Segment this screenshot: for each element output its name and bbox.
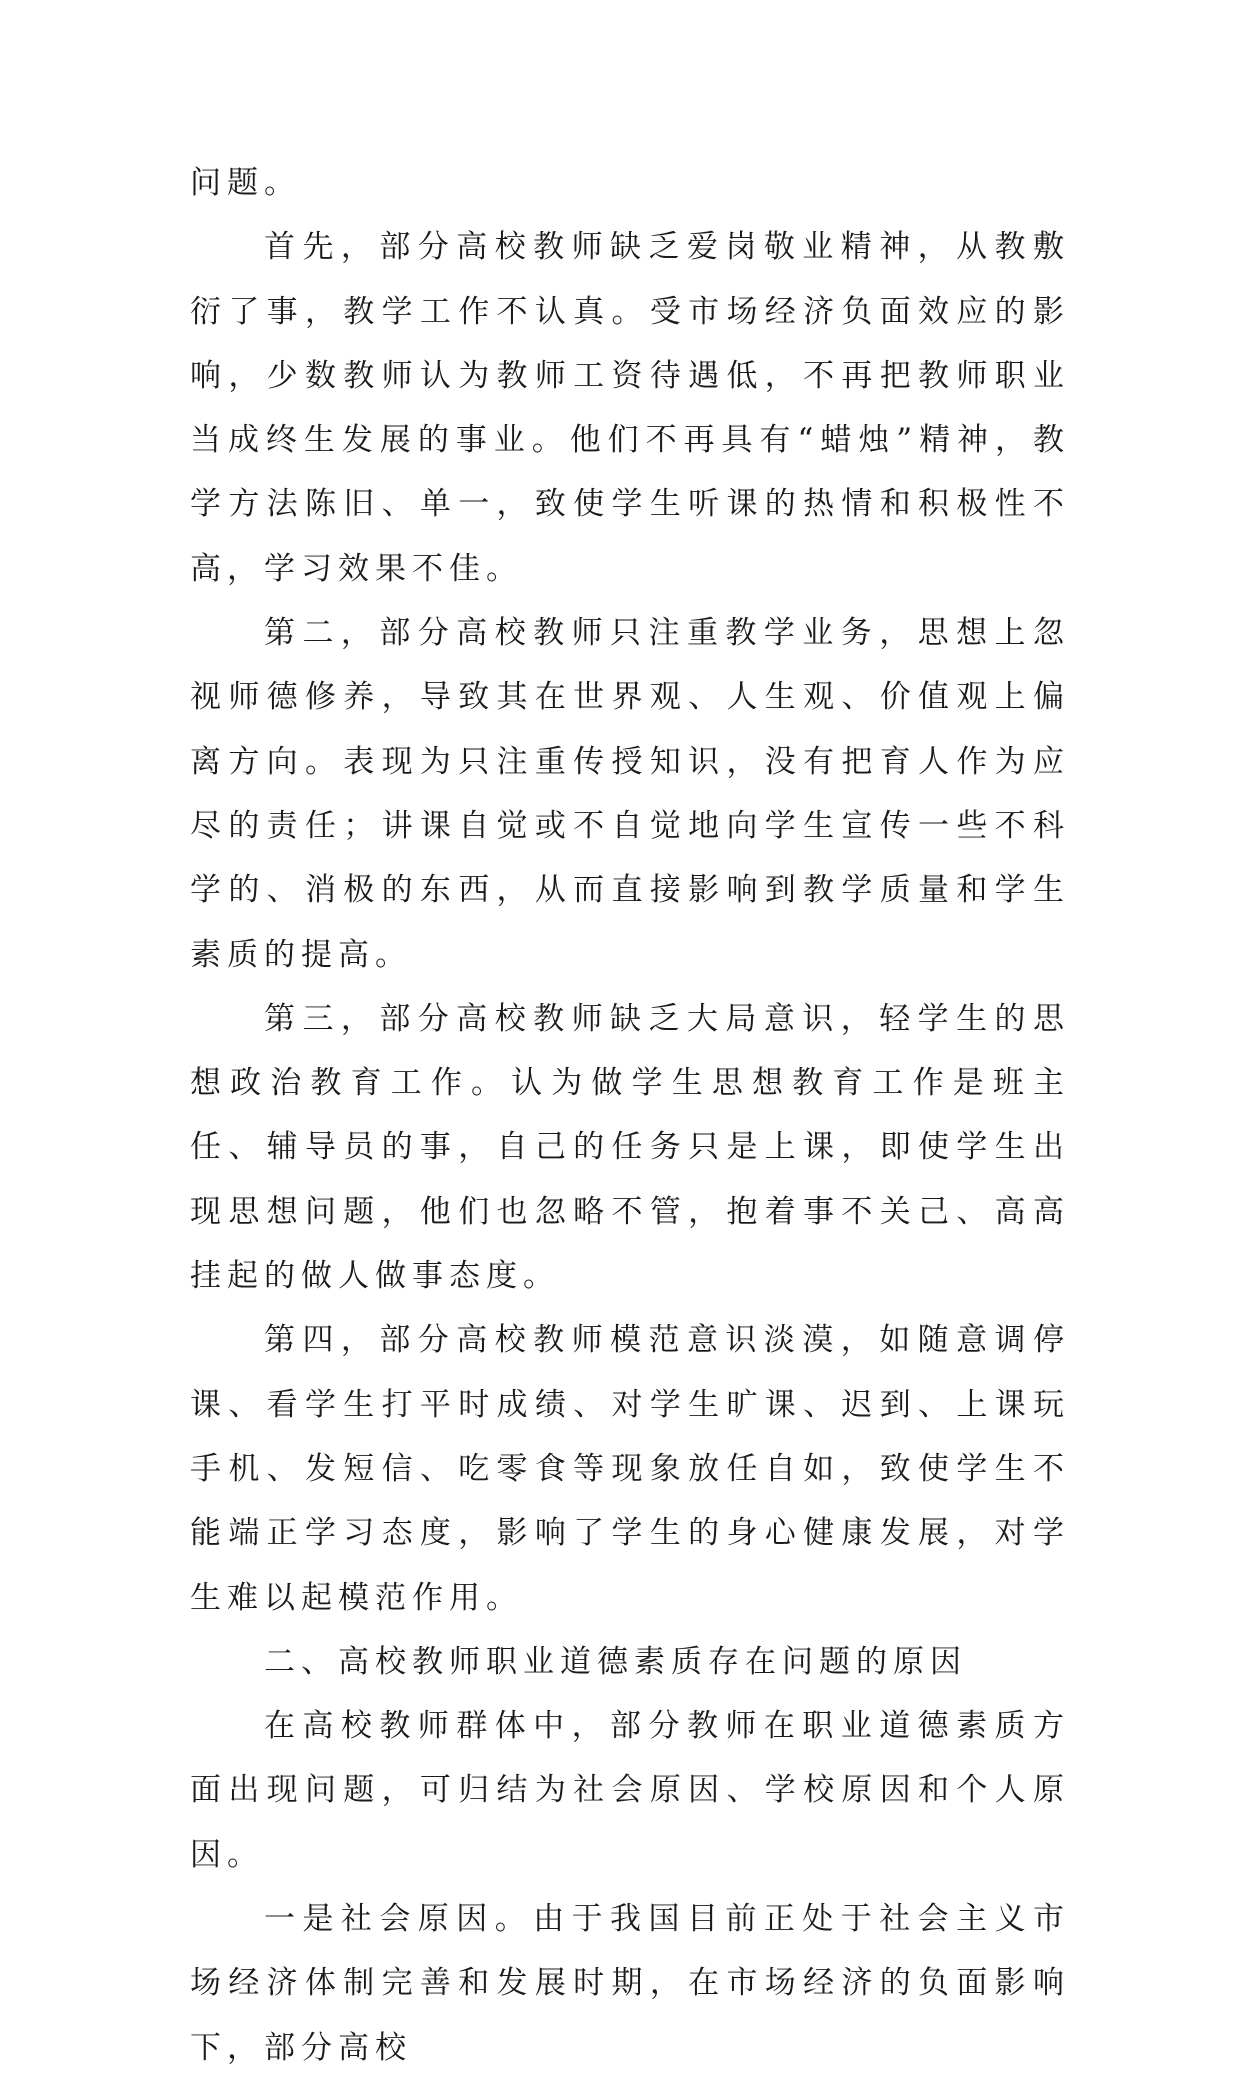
- paragraph-fourth-problem: 第四，部分高校教师模范意识淡漠，如随意调停课、看学生打平时成绩、对学生旷课、迟到、上课玩手机、发短信、吃零食等现象放任自如，致使学生不能端正学习态度，影响了学生的身心健康发展，对学生难以起模范作用。: [190, 1322, 1070, 1616]
- paragraph-third-problem: 第三，部分高校教师缺乏大局意识，轻学生的思想政治教育工作。认为做学生思想教育工作是班主任、辅导员的事，自己的任务只是上课，即使学生出现思想问题，他们也忽略不管，抱着事不关己、高高挂起的做人做事态度。: [190, 1000, 1070, 1295]
- paragraph-continuation: 问题。: [190, 165, 301, 201]
- document-body: [190, 151, 1070, 2080]
- paragraph-first-problem: 首先，部分高校教师缺乏爱岗敬业精神，从教敷衍了事，教学工作不认真。受市场经济负面效应的影响，少数教师认为教师工资待遇低，不再把教师职业当成终生发展的事业。他们不再具有“蜡烛”精神，教学方法陈旧、单一，致使学生听课的热情和积极性不高，学习效果不佳。: [190, 229, 1070, 587]
- paragraph-second-problem: 第二，部分高校教师只注重教学业务，思想上忽视师德修养，导致其在世界观、人生观、价值观上偏离方向。表现为只注重传授知识，没有把育人作为应尽的责任；讲课自觉或不自觉地向学生宣传一些不科学的、消极的东西，从而直接影响到教学质量和学生素质的提高。: [190, 615, 1070, 973]
- section-heading: 二、高校教师职业道德素质存在问题的原因: [264, 1643, 967, 1680]
- paragraph-social-cause: 一是社会原因。由于我国目前正处于社会主义市场经济体制完善和发展时期，在市场经济的负面影响下，部分高校: [190, 1901, 1070, 2066]
- paragraph-causes-intro: 在高校教师群体中，部分教师在职业道德素质方面出现问题，可归结为社会原因、学校原因和个人原因。: [190, 1708, 1070, 1873]
